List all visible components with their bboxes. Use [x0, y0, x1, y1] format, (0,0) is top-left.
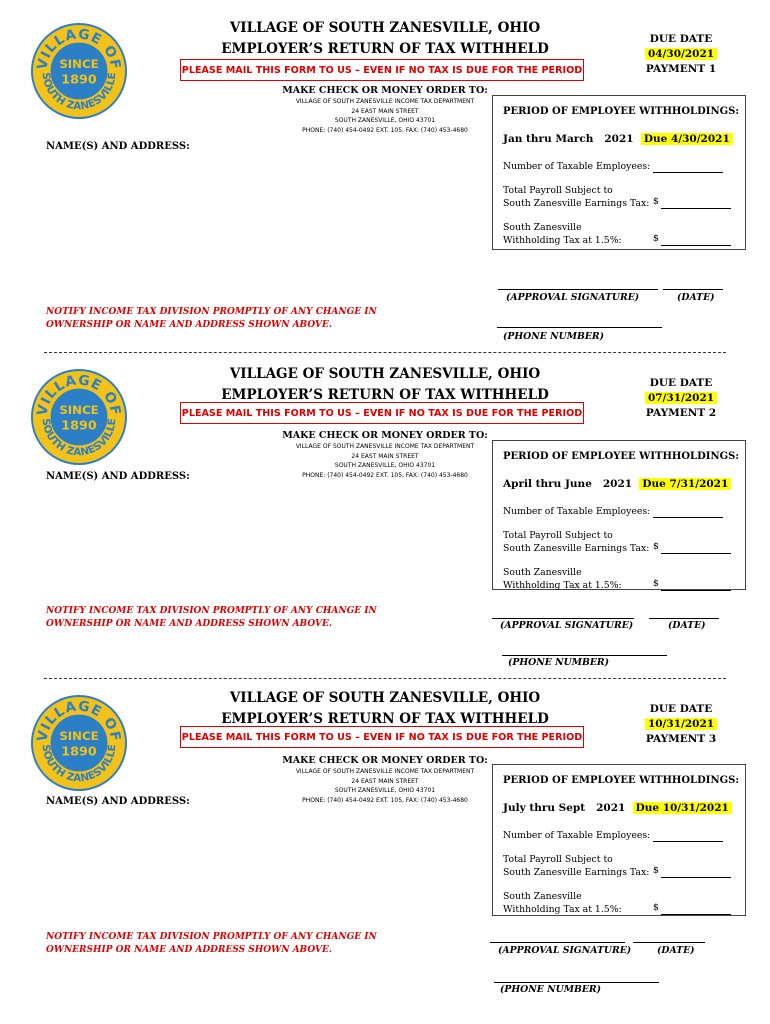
approval-signature-line[interactable]: [490, 942, 625, 943]
svg-text:VILLAGE OF: VILLAGE OF: [34, 26, 124, 72]
approval-signature-line[interactable]: [498, 289, 658, 290]
date-line[interactable]: [663, 289, 723, 290]
mail-notice: PLEASE MAIL THIS FORM TO US – EVEN IF NO TAX IS DUE FOR THE PERIOD: [180, 59, 584, 81]
period-months: Jan thru March: [503, 133, 594, 145]
date-label: (DATE): [668, 620, 706, 631]
date-label: (DATE): [657, 945, 695, 956]
period-due: Due 10/31/2021: [633, 802, 732, 814]
phone-number-line[interactable]: [494, 982, 659, 983]
village-seal-logo: [30, 22, 128, 120]
approval-signature-line[interactable]: [492, 618, 634, 619]
due-date-value: 10/31/2021: [645, 718, 717, 730]
coupon-payment-1: [0, 0, 770, 356]
cut-line: [44, 678, 726, 679]
phone-number-label: (PHONE NUMBER): [508, 657, 610, 668]
date-line[interactable]: [649, 618, 719, 619]
svg-text:1890: 1890: [61, 72, 97, 88]
withholding-field[interactable]: [661, 590, 731, 591]
payroll-field[interactable]: [661, 553, 731, 554]
due-date-block: DUE DATE 04/30/2021 PAYMENT 1: [636, 32, 726, 77]
phone-number-line[interactable]: [502, 655, 667, 656]
date-line[interactable]: [633, 942, 705, 943]
remit-address: MAKE CHECK OR MONEY ORDER TO: VILLAGE OF SOUTH ZANESVILLE INCOME TAX DEPARTMENT 24 EAST MAIN STREET SOUTH ZANESVILLE, OHIO 43701 PHONE: (740) 454-0492 EXT. 105, FAX: (740) 453-4680: [282, 430, 488, 479]
phone-number-label: (PHONE NUMBER): [500, 984, 602, 995]
mail-notice: PLEASE MAIL THIS FORM TO US – EVEN IF NO TAX IS DUE FOR THE PERIOD: [180, 402, 584, 424]
payment-number: PAYMENT 3: [645, 733, 717, 745]
withholding-period-box: PERIOD OF EMPLOYEE WITHHOLDINGS: Jan thru March 2021 Due 4/30/2021 Number of Taxable Employees: Total Payroll Subject to South Zanesville Earnings Tax: $ South Zanesville Withholding Tax at 1.5%: $: [492, 95, 746, 250]
coupon-payment-2: [0, 346, 770, 676]
payment-number: PAYMENT 2: [645, 407, 717, 419]
svg-text:VILLAGE OF: VILLAGE OF: [34, 372, 124, 418]
svg-text:SINCE: SINCE: [59, 57, 99, 72]
village-seal-logo: [30, 368, 128, 466]
period-year: 2021: [604, 133, 634, 145]
due-date-block: DUE DATE 07/31/2021 PAYMENT 2: [636, 376, 726, 421]
employees-field[interactable]: [653, 841, 723, 842]
period-due: Due 4/30/2021: [641, 133, 733, 145]
phone-number-label: (PHONE NUMBER): [503, 331, 605, 342]
approval-signature-label: (APPROVAL SIGNATURE): [498, 945, 632, 956]
name-address-label: NAME(S) AND ADDRESS:: [46, 141, 190, 152]
svg-text:SOUTH ZANESVILLE: SOUTH ZANESVILLE: [39, 743, 119, 785]
period-year: 2021: [596, 802, 626, 814]
payroll-field[interactable]: [661, 208, 731, 209]
form-title: VILLAGE OF SOUTH ZANESVILLE, OHIO EMPLOYER’S RETURN OF TAX WITHHELD: [221, 366, 549, 403]
mail-notice: PLEASE MAIL THIS FORM TO US – EVEN IF NO TAX IS DUE FOR THE PERIOD: [180, 726, 584, 748]
period-months: April thru June: [503, 478, 592, 490]
svg-text:VILLAGE OF: VILLAGE OF: [34, 698, 124, 744]
svg-text:1890: 1890: [61, 418, 97, 434]
date-label: (DATE): [677, 292, 715, 303]
payment-number: PAYMENT 1: [645, 63, 717, 75]
cut-line: [44, 352, 726, 353]
svg-text:SINCE: SINCE: [59, 729, 99, 744]
notify-change-notice: NOTIFY INCOME TAX DIVISION PROMPTLY OF ANY CHANGE IN OWNERSHIP OR NAME AND ADDRESS SHOWN ABOVE.: [46, 606, 377, 629]
period-year: 2021: [602, 478, 633, 490]
approval-signature-label: (APPROVAL SIGNATURE): [506, 292, 640, 303]
svg-text:SOUTH ZANESVILLE: SOUTH ZANESVILLE: [39, 417, 119, 459]
phone-number-line[interactable]: [497, 327, 662, 328]
name-address-label: NAME(S) AND ADDRESS:: [46, 471, 190, 482]
due-date-value: 07/31/2021: [645, 392, 717, 404]
svg-text:SINCE: SINCE: [59, 403, 99, 418]
due-date-value: 04/30/2021: [645, 48, 717, 60]
withholding-period-box: PERIOD OF EMPLOYEE WITHHOLDINGS: July thru Sept 2021 Due 10/31/2021 Number of Taxable Employees: Total Payroll Subject to South Zanesville Earnings Tax: $ South Zanesville Withholding Tax at 1.5%: $: [492, 764, 746, 916]
payroll-field[interactable]: [661, 877, 731, 878]
name-address-label: NAME(S) AND ADDRESS:: [46, 796, 190, 807]
period-months: July thru Sept: [503, 802, 586, 814]
form-title: VILLAGE OF SOUTH ZANESVILLE, OHIO EMPLOYER’S RETURN OF TAX WITHHELD: [221, 690, 549, 727]
remit-address: MAKE CHECK OR MONEY ORDER TO: VILLAGE OF SOUTH ZANESVILLE INCOME TAX DEPARTMENT 24 EAST MAIN STREET SOUTH ZANESVILLE, OHIO 43701 PHONE: (740) 454-0492 EXT. 105, FAX: (740) 453-4680: [282, 755, 488, 804]
withholding-field[interactable]: [661, 914, 731, 915]
employees-field[interactable]: [653, 517, 723, 518]
form-title: VILLAGE OF SOUTH ZANESVILLE, OHIO EMPLOYER’S RETURN OF TAX WITHHELD: [221, 20, 549, 57]
withholding-field[interactable]: [661, 245, 731, 246]
notify-change-notice: NOTIFY INCOME TAX DIVISION PROMPTLY OF ANY CHANGE IN OWNERSHIP OR NAME AND ADDRESS SHOWN ABOVE.: [46, 932, 377, 955]
svg-text:1890: 1890: [61, 744, 97, 760]
svg-text:SOUTH ZANESVILLE: SOUTH ZANESVILLE: [39, 71, 119, 113]
remit-address: MAKE CHECK OR MONEY ORDER TO: VILLAGE OF SOUTH ZANESVILLE INCOME TAX DEPARTMENT 24 EAST MAIN STREET SOUTH ZANESVILLE, OHIO 43701 PHONE: (740) 454-0492 EXT. 105, FAX: (740) 453-4680: [282, 85, 488, 134]
due-date-block: DUE DATE 10/31/2021 PAYMENT 3: [636, 702, 726, 747]
notify-change-notice: NOTIFY INCOME TAX DIVISION PROMPTLY OF ANY CHANGE IN OWNERSHIP OR NAME AND ADDRESS SHOWN ABOVE.: [46, 307, 377, 330]
coupon-payment-3: [0, 672, 770, 1024]
withholding-period-box: PERIOD OF EMPLOYEE WITHHOLDINGS: April thru June 2021 Due 7/31/2021 Number of Taxable Employees: Total Payroll Subject to South Zanesville Earnings Tax: $ South Zanesville Withholding Tax at 1.5%: $: [492, 440, 746, 590]
employees-field[interactable]: [653, 172, 723, 173]
approval-signature-label: (APPROVAL SIGNATURE): [500, 620, 634, 631]
period-due: Due 7/31/2021: [639, 478, 731, 490]
village-seal-logo: [30, 694, 128, 792]
